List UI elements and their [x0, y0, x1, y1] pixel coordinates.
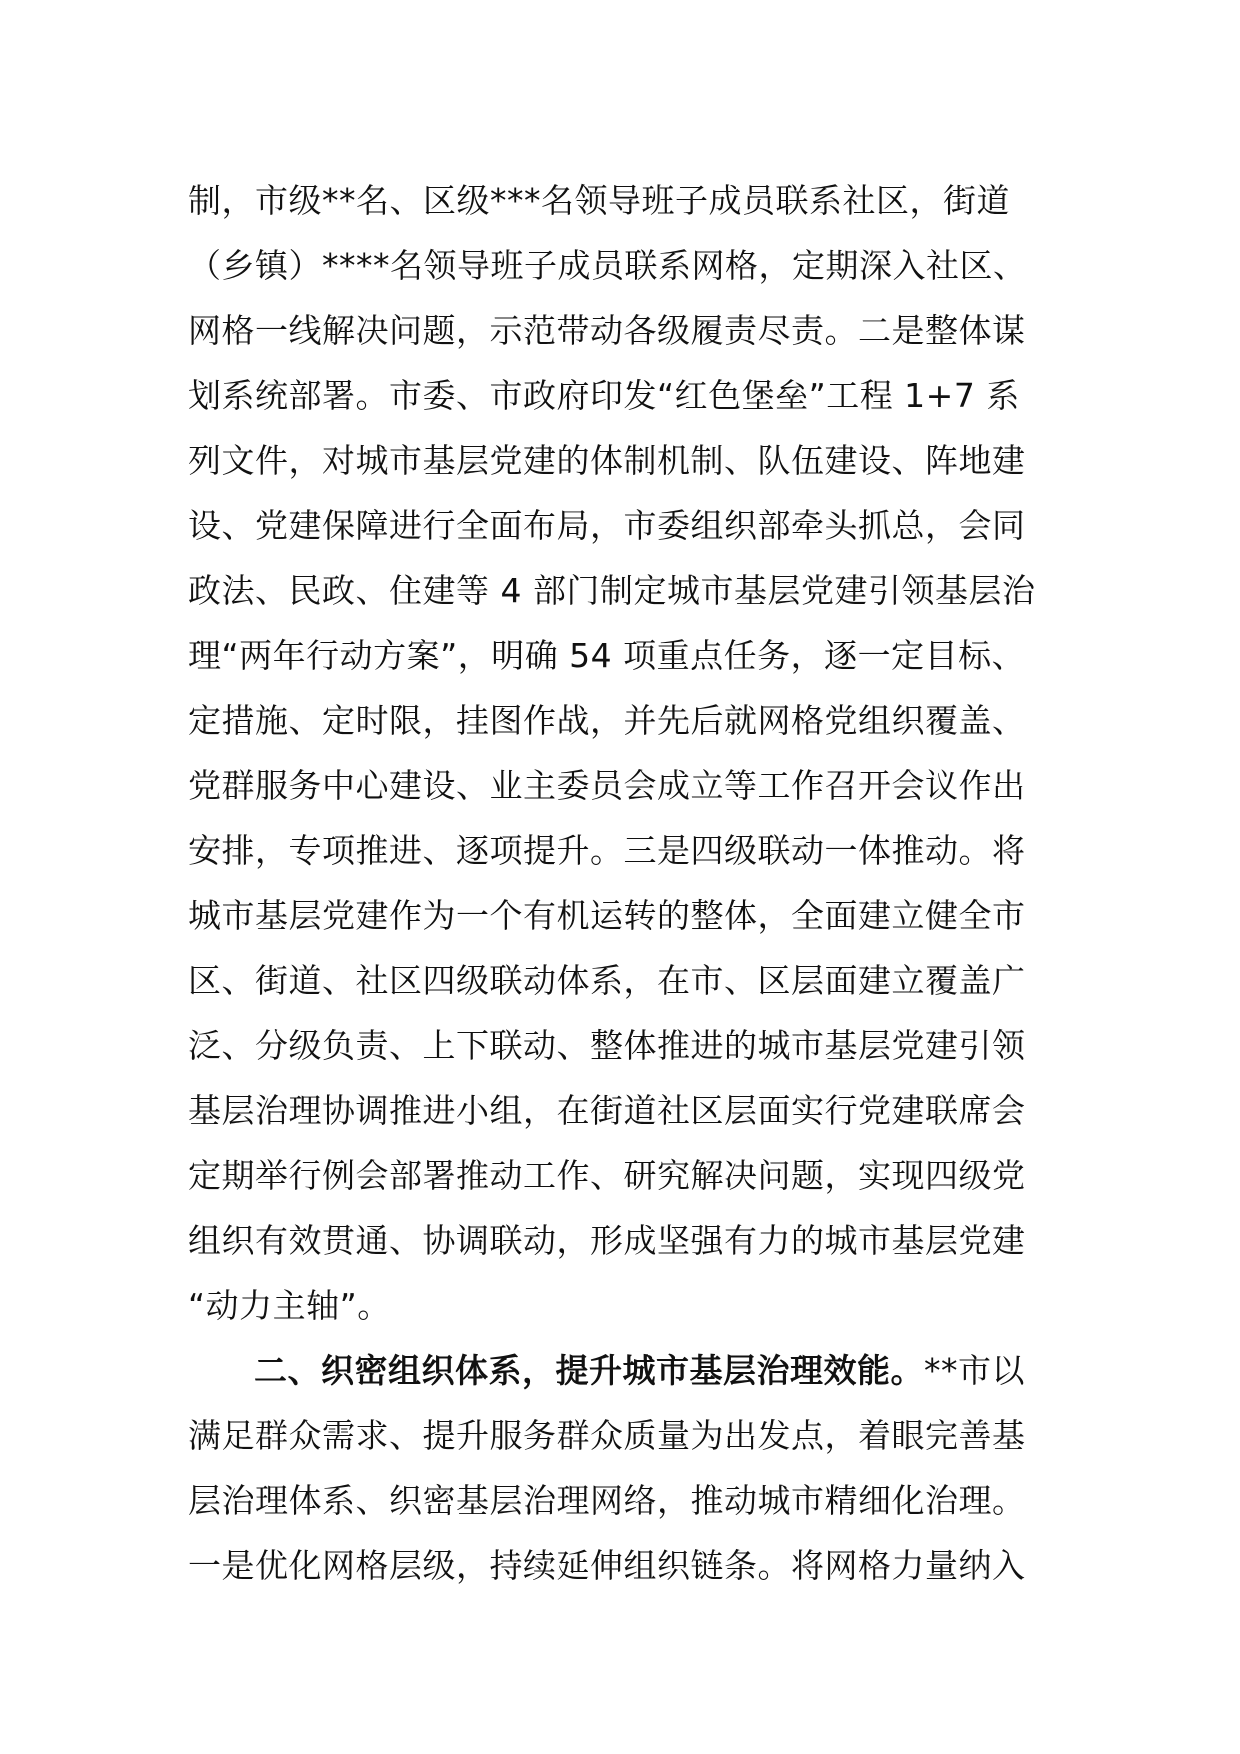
- paragraph-line: 基层治理协调推进小组，在街道社区层面实行党建联席会: [188, 1091, 1026, 1130]
- paragraph-line: 满足群众需求、提升服务群众质量为出发点，着眼完善基: [188, 1416, 1026, 1455]
- paragraph-line: 安排，专项推进、逐项提升。三是四级联动一体推动。将: [188, 831, 1026, 870]
- paragraph-line: 设、党建保障进行全面布局，市委组织部牵头抓总，会同: [188, 506, 1026, 545]
- paragraph-line: 制，市级**名、区级***名领导班子成员联系社区，街道: [188, 181, 1010, 220]
- paragraph-line: （乡镇）****名领导班子成员联系网格，定期深入社区、: [188, 246, 1027, 285]
- section-heading: 二、织密组织体系，提升城市基层治理效能。: [254, 1351, 924, 1390]
- paragraph-line: 定期举行例会部署推动工作、研究解决问题，实现四级党: [188, 1156, 1026, 1195]
- paragraph-2: [188, 1338, 1068, 1598]
- paragraph-first-line: [188, 1338, 1068, 1403]
- paragraph-line: 党群服务中心建设、业主委员会成立等工作召开会议作出: [188, 766, 1026, 805]
- paragraph-line: 城市基层党建作为一个有机运转的整体，全面建立健全市: [188, 896, 1026, 935]
- paragraph-line: 政法、民政、住建等 4 部门制定城市基层党建引领基层治: [188, 571, 1036, 610]
- paragraph-line: 理“两年行动方案”，明确 54 项重点任务，逐一定目标、: [188, 636, 1026, 675]
- paragraph-line: 网格一线解决问题，示范带动各级履责尽责。二是整体谋: [188, 311, 1026, 350]
- paragraph-line: 组织有效贯通、协调联动，形成坚强有力的城市基层党建: [188, 1221, 1026, 1260]
- paragraph-line: 划系统部署。市委、市政府印发“红色堡垒”工程 1+7 系: [188, 376, 1020, 415]
- paragraph-line: 一是优化网格层级，持续延伸组织链条。将网格力量纳入: [188, 1546, 1026, 1585]
- heading-continuation: **市以: [924, 1351, 1025, 1390]
- paragraph-1: [188, 168, 1068, 1338]
- paragraph-line: “动力主轴”。: [188, 1286, 391, 1325]
- paragraph-line: 层治理体系、织密基层治理网络，推动城市精细化治理。: [188, 1481, 1026, 1520]
- paragraph-line: 定措施、定时限，挂图作战，并先后就网格党组织覆盖、: [188, 701, 1026, 740]
- paragraph-line: 区、街道、社区四级联动体系，在市、区层面建立覆盖广: [188, 961, 1026, 1000]
- document-body: [188, 168, 1068, 1598]
- paragraph-line: 泛、分级负责、上下联动、整体推进的城市基层党建引领: [188, 1026, 1026, 1065]
- paragraph-line: 列文件，对城市基层党建的体制机制、队伍建设、阵地建: [188, 441, 1026, 480]
